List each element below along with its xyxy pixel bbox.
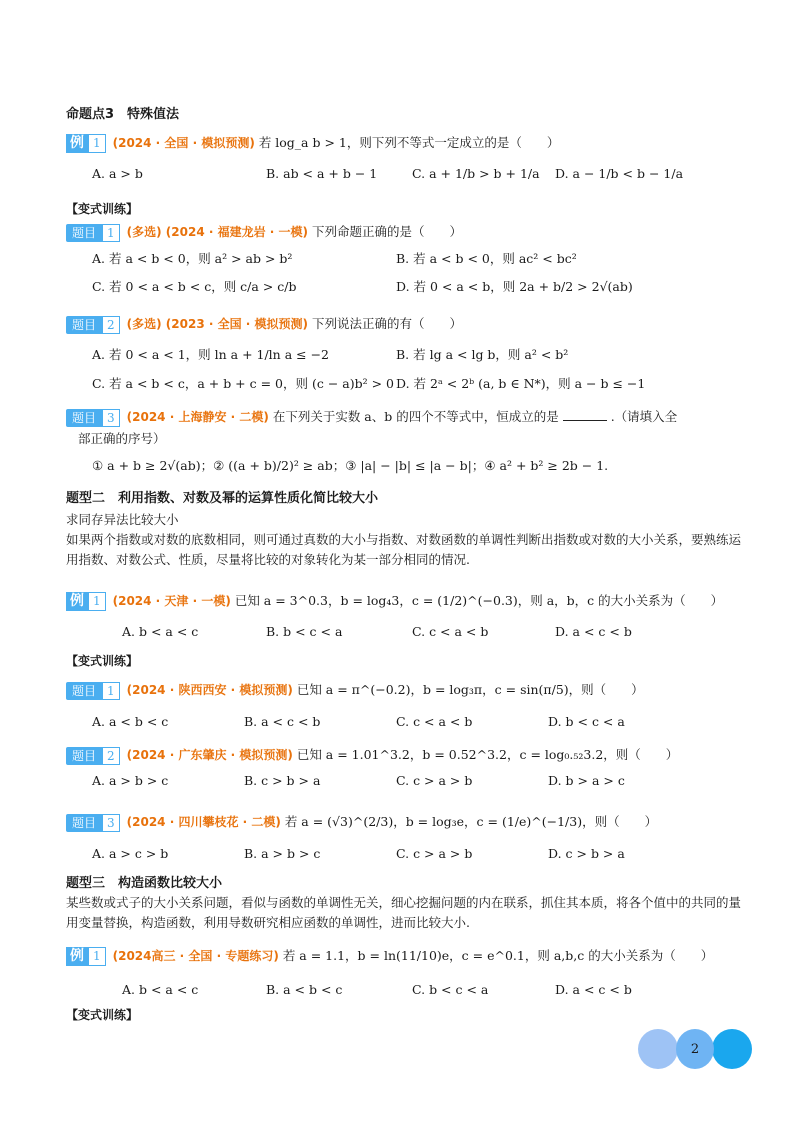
variant-training-label: 【变式训练】 [66,202,139,216]
example-source: (2024 · 天津 · 一模) [112,594,231,608]
option-b: B. c > b > a [244,773,321,788]
option-c: C. c < a < b [412,624,489,639]
option-c: C. c > a > b [396,773,473,788]
question-badge: 题目 2 [66,316,120,334]
option-c: C. 若 a < b < c，a + b + c = 0，则 (c − a)b² > 0 [92,376,394,391]
option-a: A. 若 0 < a < 1，则 ln a + 1/ln a ≤ −2 [92,347,329,362]
option-a: A. a > c > b [92,846,169,861]
section-title: 命题点3 特殊值法 [66,107,180,122]
question-source: (2024 · 四川攀枝花 · 二模) [126,815,281,829]
option-a: A. a > b > c [92,773,169,788]
variant-training-label: 【变式训练】 [66,1008,139,1022]
question-stem-note-cont: 部正确的序号） [78,431,166,446]
question-source: (2024 · 广东肇庆 · 模拟预测) [126,748,293,762]
example-source: (2024高三 · 全国 · 专题练习) [112,949,279,963]
question-stem: 若 a = (√3)^(2/3)，b = log₃e，c = (1/e)^(−1/3)，则（ ） [284,814,658,829]
option-c: C. 若 0 < a < b < c，则 c/a > c/b [92,279,297,294]
option-d: D. a − 1/b < b − 1/a [555,166,684,181]
answer-blank[interactable] [563,408,607,421]
option-d: D. 若 2ᵃ < 2ᵇ (a, b ∈ N*)，则 a − b ≤ −1 [396,376,646,391]
option-d: D. b < c < a [548,714,625,729]
example-stem: 已知 a = 3^0.3，b = log₄3，c = (1/2)^(−0.3)，则 a，b，c 的大小关系为（ ） [234,593,724,608]
question-badge: 题目 1 [66,224,120,242]
type-3-description: 某些数或式子的大小关系问题，看似与函数的单调性无关，细心挖掘问题的内在联系，抓住其本质，将各个值中的共同的量用变量替换，构造函数，利用导数研究相应函数的单调性，进而比较大小. [66,895,742,930]
question-source: (多选) (2023 · 全国 · 模拟预测) [126,317,308,331]
option-d: D. a < c < b [555,982,632,997]
question-badge: 题目 1 [66,682,120,700]
question-1-header [66,222,462,242]
option-a: A. a > b [92,166,143,181]
question-badge: 题目 3 [66,814,120,832]
example-badge: 例 1 [66,134,106,153]
example-2-header [66,591,723,611]
example-badge: 例 1 [66,947,106,966]
option-c: C. c > a > b [396,846,473,861]
option-c: C. c < a < b [396,714,473,729]
question-source: (多选) (2024 · 福建龙岩 · 一模) [126,225,308,239]
example-badge: 例 1 [66,592,106,611]
question-3-header [66,407,677,427]
example-stem: 若 log_a b > 1，则下列不等式一定成立的是（ ） [258,135,560,150]
option-b: B. 若 a < b < 0，则 ac² < bc² [396,251,577,266]
option-b: B. b < c < a [266,624,343,639]
option-a: A. b < a < c [122,982,199,997]
page-number: 2 [676,1029,714,1069]
question-source: (2024 · 陕西西安 · 模拟预测) [126,683,293,697]
question-items: ① a + b ≥ 2√(ab)；② ((a + b)/2)² ≥ ab；③ |a| − |b| ≤ |a − b|；④ a² + b² ≥ 2b − 1. [92,458,609,473]
question-stem-note: .（请填入全 [610,409,678,424]
question-stem: 已知 a = π^(−0.2)，b = log₃π，c = sin(π/5)，则（ ） [296,682,644,697]
option-c: C. a + 1/b > b + 1/a [412,166,540,181]
question-source: (2024 · 上海静安 · 二模) [126,410,269,424]
variant-training-label: 【变式训练】 [66,654,139,668]
option-b: B. a > b > c [244,846,321,861]
option-a: A. a < b < c [92,714,169,729]
question-badge: 题目 2 [66,747,120,765]
option-d: D. b > a > c [548,773,625,788]
option-b: B. a < b < c [266,982,343,997]
question-5-header [66,745,678,765]
option-b: B. ab < a + b − 1 [266,166,378,181]
option-d: D. 若 0 < a < b，则 2a + b/2 > 2√(ab) [396,279,633,294]
option-b: B. a < c < b [244,714,321,729]
type-2-description: 如果两个指数或对数的底数相同，则可通过真数的大小与指数、对数函数的单调性判断出指数或对数的大小关系，要熟练运用指数、对数公式、性质，尽量将比较的对象转化为某一部分相同的情况. [66,532,742,567]
type-3-title: 题型三 构造函数比较大小 [66,876,223,891]
example-source: (2024 · 全国 · 模拟预测) [112,136,255,150]
example-1-header [66,133,559,153]
type-2-subtitle: 求同存异法比较大小 [66,512,179,527]
option-a: A. b < a < c [122,624,199,639]
example-stem: 若 a = 1.1，b = ln(11/10)e，c = e^0.1，则 a,b,c 的大小关系为（ ） [282,948,714,963]
question-4-header [66,680,644,700]
question-stem: 下列说法正确的有（ ） [311,316,462,331]
option-a: A. 若 a < b < 0，则 a² > ab > b² [92,251,293,266]
question-6-header [66,812,657,832]
option-c: C. b < c < a [412,982,489,997]
question-badge: 题目 3 [66,409,120,427]
option-d: D. c > b > a [548,846,625,861]
question-stem: 在下列关于实数 a、b 的四个不等式中，恒成立的是 [272,409,559,424]
example-3-header [66,946,713,966]
page-circle-right [712,1029,752,1069]
question-stem: 下列命题正确的是（ ） [311,224,462,239]
page-circle-left [638,1029,678,1069]
option-b: B. 若 lg a < lg b，则 a² < b² [396,347,569,362]
question-2-header [66,314,462,334]
type-2-title: 题型二 利用指数、对数及幂的运算性质化简比较大小 [66,491,379,506]
question-stem: 已知 a = 1.01^3.2，b = 0.52^3.2，c = log₀.₅₂3.2，则（ ） [296,747,679,762]
option-d: D. a < c < b [555,624,632,639]
